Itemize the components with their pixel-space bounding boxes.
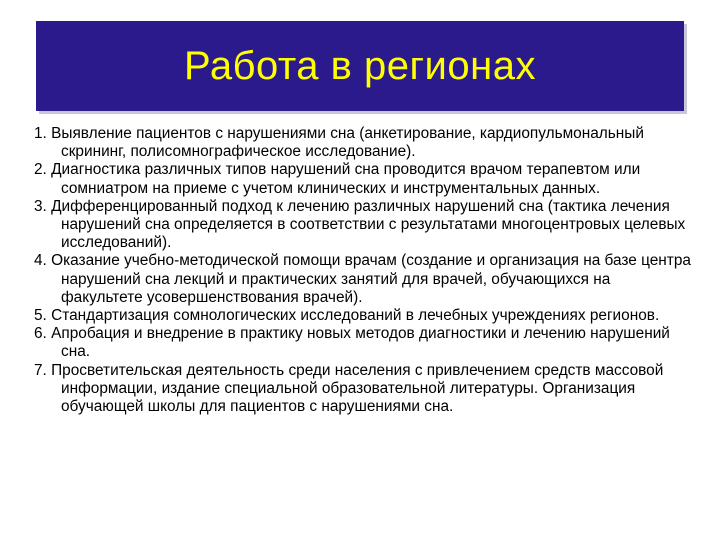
list-item: 7. Просветительская деятельность среди населения с привлечением средств массовой информации, издание специальной образовательной литературы. Организация обучающей школы для пациентов с нарушениями сна. (34, 361, 664, 416)
numbered-list (34, 125, 696, 416)
list-item: 4. Оказание учебно-методической помощи врачам (создание и организация на базе центра нарушений сна лекций и практических занятий для врачей, обучающихся на факультете усовершенствования врачей). (34, 252, 691, 306)
list-item: 6. Апробация и внедрение в практику новых методов диагностики и лечению нарушений сна. (34, 325, 670, 361)
list-item: 1. Выявление пациентов с нарушениями сна (анкетирование, кардиопульмональный скрининг, полисомнографическое исследование). (34, 125, 644, 161)
list-item: 5. Стандартизация сомнологических исследований в лечебных учреждениях регионов. (34, 307, 660, 325)
slide-title: Работа в регионах (184, 43, 536, 88)
title-band (36, 21, 684, 111)
list-item: 3. Дифференцированный подход к лечению различных нарушений сна (тактика лечения нарушений сна определяется в соответствии с результатами многоцентровых целевых исследований). (34, 197, 686, 252)
list-item: 2. Диагностика различных типов нарушений сна проводится врачом терапевтом или сомниатром на приеме с учетом клинических и инструментальных данных. (34, 161, 641, 197)
